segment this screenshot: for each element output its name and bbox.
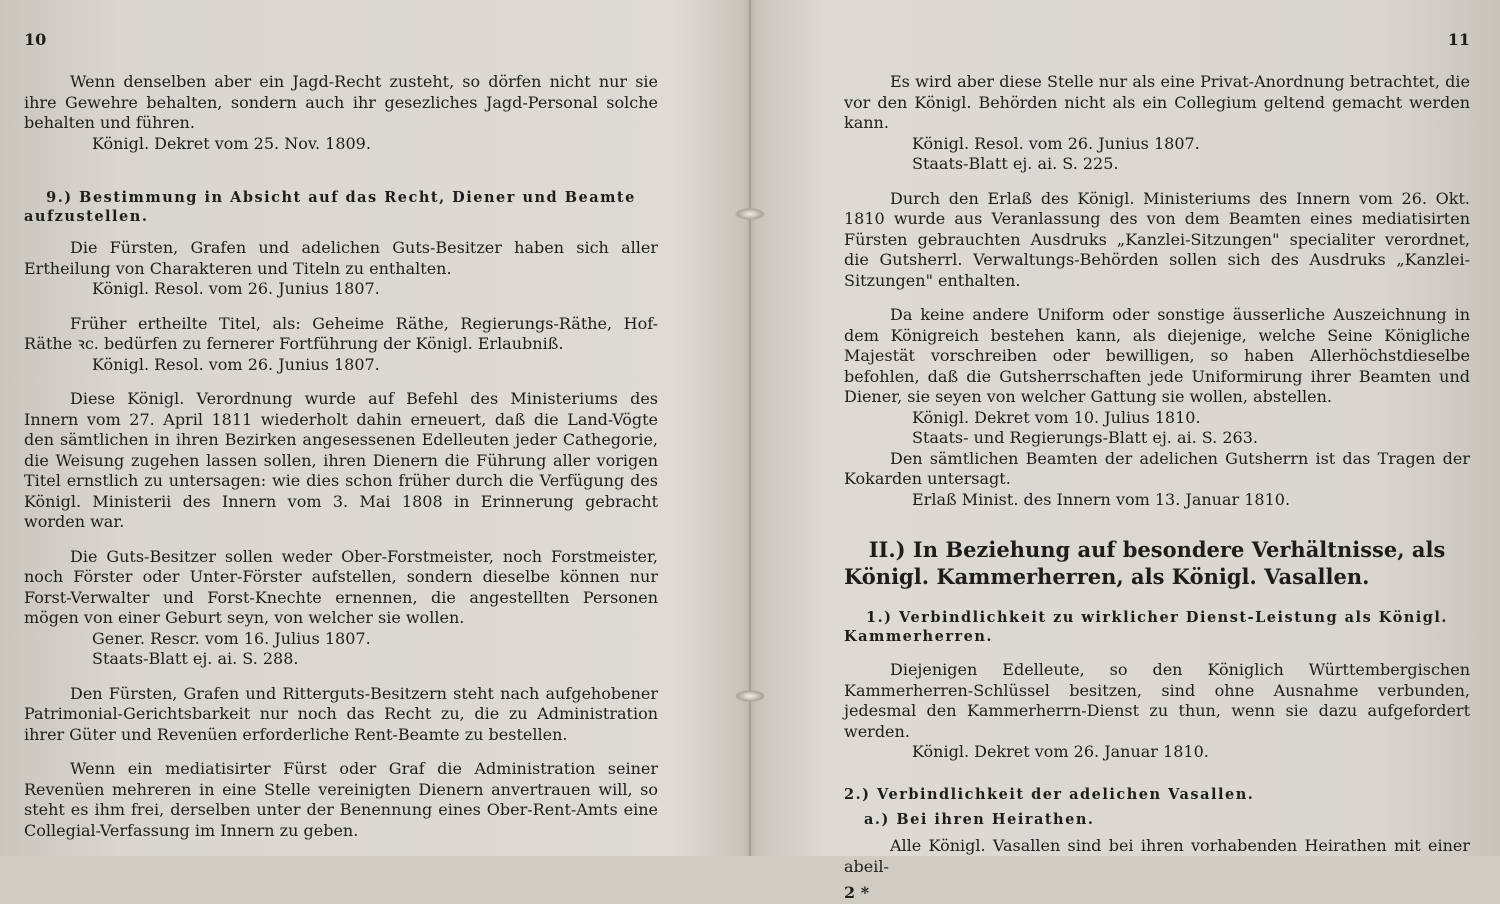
paragraph: Diejenigen Edelleute, so den Königlich Württembergischen Kammerherren-Schlüssel besitzen, sind ohne Ausnahme verbunden, jedesmal den Kammerherrn-Dienst zu thun, wenn sie dazu aufgefordert werden. [844, 660, 1470, 741]
paragraph: Diese Königl. Verordnung wurde auf Befehl des Ministeriums des Innern vom 27. April 1811 wiederholt dahin erneuert, daß die Land-Vögte den sämtlichen in ihren Bezirken angesessenen Edelleuten jeder Cathegorie, die Weisung zugehen lassen sollen, ihren Dienern die Führung aller vorigen Titel ernstlich zu untersagen: wie dies schon früher durch die Verfügung des Königl. Ministerii des Innern vom 3. Mai 1808 in Erinnerung gebracht worden war. [24, 389, 658, 531]
reference-line: Königl. Dekret vom 25. Nov. 1809. [92, 133, 371, 153]
reference-line: Königl. Resol. vom 26. Junius 1807. [92, 279, 380, 298]
paragraph: Da keine andere Uniform oder sonstige äusserliche Auszeichnung in dem Königreich bestehen kann, als diejenige, welche Seine Königliche Majestät vorschreiben oder bewilligen, so haben Allerhöchstdieselbe befohlen, daß die Gutsherrschaften jede Uniformirung ihrer Beamten und Diener, sie seyen von welcher Gattung sie wollen, abstellen. [844, 305, 1470, 406]
reference-line: Staats-Blatt ej. ai. S. 288. [92, 649, 299, 668]
subsection-heading: 1.) Verbindlichkeit zu wirklicher Dienst-Leistung als Königl. Kammerherren. [844, 609, 1448, 645]
section-heading: 9.) Bestimmung in Absicht auf das Recht, Diener und Beamte aufzustellen. [24, 189, 636, 225]
reference-line: Königl. Resol. vom 26. Junius 1807. [912, 133, 1200, 153]
paragraph: Die Guts-Besitzer sollen weder Ober-Forstmeister, noch Forstmeister, noch Förster oder Unter-Förster aufstellen, sondern dieselbe können nur Forst-Verwalter und Forst-Knechte ernennen, die angestellten Personen mögen von einer Geburt seyn, von welcher sie wollen. [24, 546, 658, 627]
reference-line: Staats- und Regierungs-Blatt ej. ai. S. 263. [912, 428, 1258, 447]
page-number-left: 10 [24, 30, 47, 49]
paragraph: Wenn ein mediatisirter Fürst oder Graf die Administration seiner Revenüen mehreren in eine Stelle vereinigten Dienern anvertrauen will, so steht es ihm frei, derselben unter der Benennung eines Ober-Rent-Amts eine Collegial-Verfassung im Innern zu geben. [24, 759, 658, 840]
subsection-heading: 2.) Verbindlichkeit der adelichen Vasallen. [844, 785, 1255, 803]
right-page [752, 0, 1500, 902]
opening-paragraph: Wenn denselben aber ein Jagd-Recht zusteht, so dörfen nicht nur sie ihre Gewehre behalten, sondern auch ihr gesezliches Jagd-Personal solche behalten und führen. [24, 72, 658, 132]
page-number-right: 11 [1447, 30, 1470, 49]
binding-thread [749, 0, 751, 856]
chapter-heading: II.) In Beziehung auf besondere Verhältnisse, als Königl. Kammerherren, als Königl. Vasallen. [844, 537, 1446, 589]
right-text-column [844, 72, 1470, 904]
reference-line: Königl. Dekret vom 26. Januar 1810. [912, 742, 1209, 761]
paragraph: Alle Königl. Vasallen sind bei ihren vorhabenden Heirathen mit einer abeil- [844, 836, 1470, 876]
reference-line: Gener. Rescr. vom 16. Julius 1807. [92, 628, 371, 648]
paragraph: Den sämtlichen Beamten der adelichen Gutsherrn ist das Tragen der Kokarden untersagt. [844, 448, 1470, 488]
paragraph: Es wird aber diese Stelle nur als eine Privat-Anordnung betrachtet, die vor den Königl. Behörden nicht als ein Collegium geltend gemacht werden kann. [844, 72, 1470, 132]
left-page [0, 0, 748, 856]
paragraph: Die Fürsten, Grafen und adelichen Guts-Besitzer haben sich aller Ertheilung von Charakteren und Titeln zu enthalten. [24, 238, 658, 278]
reference-line: Erlaß Minist. des Innern vom 13. Januar 1810. [912, 489, 1291, 509]
left-text-column [24, 72, 658, 841]
paragraph: Durch den Erlaß des Königl. Ministeriums des Innern vom 26. Okt. 1810 wurde aus Veranlassung des von dem Beamten eines mediatisirten Fürsten gebrauchten Ausdruks „Kanzlei-Sitzungen" specialiter verordnet, die Gutsherrl. Verwaltungs-Behörden sollen sich des Ausdruks „Kanzlei-Sitzungen" enthalten. [844, 188, 1470, 290]
reference-line: Königl. Dekret vom 10. Julius 1810. [912, 407, 1201, 427]
sub-subsection-heading: a.) Bei ihren Heirathen. [864, 810, 1095, 828]
reference-line: Staats-Blatt ej. ai. S. 225. [912, 154, 1119, 173]
reference-line: Königl. Resol. vom 26. Junius 1807. [92, 354, 380, 374]
paragraph: Den Fürsten, Grafen und Ritterguts-Besitzern steht nach aufgehobener Patrimonial-Gerichtsbarkeit nur noch das Recht zu, die zu Administration ihrer Güter und Revenüen erforderliche Rent-Beamte zu bestellen. [24, 683, 658, 744]
paragraph: Früher ertheilte Titel, als: Geheime Räthe, Regierungs-Räthe, Hof-Räthe ꝛc. bedürfen zu fernerer Fortführung der Königl. Erlaubniß. [24, 313, 658, 353]
signature-mark: 2 * [844, 883, 870, 902]
